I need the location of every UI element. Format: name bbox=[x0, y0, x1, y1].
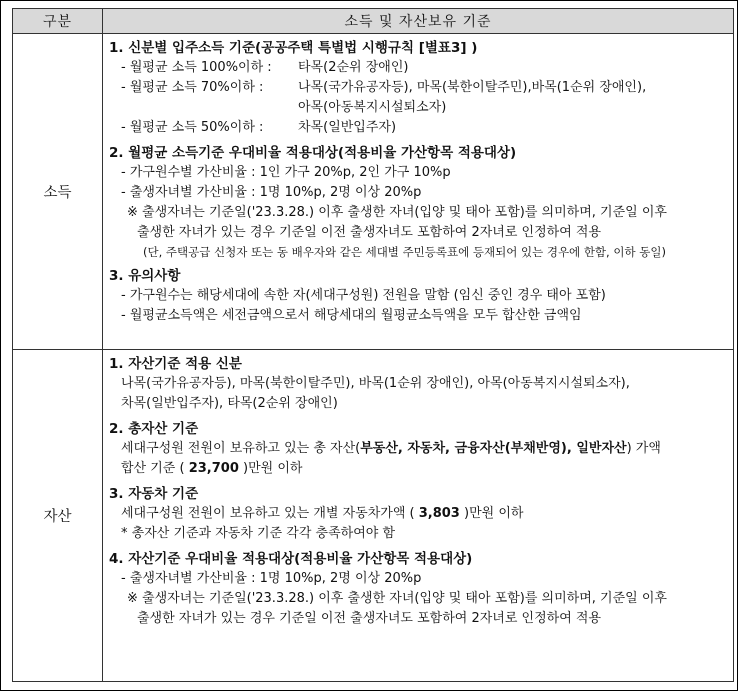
header-row bbox=[13, 9, 734, 34]
rule-label: - 월평균 소득 50%이하 : bbox=[121, 120, 264, 135]
asset-s4-line-1: - 출생자녀별 가산비율 : 1명 10%p, 2명 이상 20%p bbox=[121, 571, 422, 586]
asset-section-1-title: 1. 자산기준 적용 신분 bbox=[109, 356, 242, 372]
asset-row bbox=[13, 350, 734, 682]
header-category: 구분 bbox=[13, 9, 103, 34]
asset-s3-line-2: * 총자산 기준과 자동차 기준 각각 충족하여야 함 bbox=[121, 526, 396, 541]
income-s2-note-2: 출생한 자녀가 있는 경우 기준일 이전 출생자녀도 포함하여 2자녀로 인정하여 적용 bbox=[137, 225, 602, 240]
rule-value: 아목(아동복지시설퇴소자) bbox=[298, 100, 447, 115]
rule-label: - 월평균 소득 70%이하 : bbox=[121, 80, 264, 95]
rule-value: 나목(국가유공자등), 마목(북한이탈주민),바목(1순위 장애인), bbox=[298, 80, 647, 95]
asset-section-4-title: 4. 자산기준 우대비율 적용대상(적용비율 가산항목 적용대상) bbox=[109, 551, 473, 567]
asset-s4-note-1: ※ 출생자녀는 기준일('23.3.28.) 이후 출생한 자녀(입양 및 태아 포함)를 의미하며, 기준일 이후 bbox=[127, 591, 667, 606]
income-section-3-title: 3. 유의사항 bbox=[109, 268, 181, 284]
asset-section-3-title: 3. 자동차 기준 bbox=[109, 486, 199, 502]
rule-label: - 월평균 소득 100%이하 : bbox=[121, 60, 272, 75]
asset-s2-line-1: 세대구성원 전원이 보유하고 있는 총 자산(부동산, 자동차, 금융자산(부채반영), 일반자산) 가액 bbox=[121, 441, 661, 456]
asset-content bbox=[103, 350, 734, 682]
asset-s2-line-2: 합산 기준 ( 23,700 )만원 이하 bbox=[121, 461, 303, 476]
income-category: 소득 bbox=[13, 34, 103, 350]
income-rule-100 bbox=[109, 58, 727, 78]
income-s3-line-2: - 월평균소득액은 세전금액으로서 해당세대의 월평균소득액을 모두 합산한 금액임 bbox=[121, 308, 582, 323]
asset-category: 자산 bbox=[13, 350, 103, 682]
vehicle-limit: 3,803 bbox=[418, 506, 460, 521]
income-s2-line-2: - 출생자녀별 가산비율 : 1명 10%p, 2명 이상 20%p bbox=[121, 185, 422, 200]
asset-s3-line-1: 세대구성원 전원이 보유하고 있는 개별 자동차가액 ( 3,803 )만원 이하 bbox=[121, 506, 524, 521]
income-section-2-title: 2. 월평균 소득기준 우대비율 적용대상(적용비율 가산항목 적용대상) bbox=[109, 145, 517, 161]
rule-value: 타목(2순위 장애인) bbox=[298, 60, 409, 75]
income-rule-50 bbox=[109, 118, 727, 138]
rule-value: 차목(일반입주자) bbox=[298, 120, 397, 135]
asset-types: 부동산, 자동차, 금융자산(부채반영), 일반자산 bbox=[360, 441, 627, 456]
income-s2-note-3: (단, 주택공급 신청자 또는 동 배우자와 같은 세대별 주민등록표에 등재되어 있는 경우에 한함, 이하 동일) bbox=[143, 245, 666, 259]
header-criteria: 소득 및 자산보유 기준 bbox=[103, 9, 734, 34]
income-s3-line-1: - 가구원수는 해당세대에 속한 자(세대구성원) 전원을 말함 (임신 중인 경우 태아 포함) bbox=[121, 288, 606, 303]
total-asset-limit: 23,700 bbox=[188, 461, 239, 476]
asset-s1-line-1: 나목(국가유공자등), 마목(북한이탈주민), 바목(1순위 장애인), 아목(아동복지시설퇴소자), bbox=[121, 376, 630, 391]
criteria-table bbox=[12, 8, 734, 682]
asset-s4-note-2: 출생한 자녀가 있는 경우 기준일 이전 출생자녀도 포함하여 2자녀로 인정하여 적용 bbox=[137, 611, 602, 626]
income-content bbox=[103, 34, 734, 350]
income-rule-70 bbox=[109, 78, 727, 98]
income-s2-note-1: ※ 출생자녀는 기준일('23.3.28.) 이후 출생한 자녀(입양 및 태아 포함)를 의미하며, 기준일 이후 bbox=[127, 205, 667, 220]
asset-s1-line-2: 차목(일반입주자), 타목(2순위 장애인) bbox=[121, 396, 338, 411]
income-section-1-title: 1. 신분별 입주소득 기준(공공주택 특별법 시행규칙 [별표3] ) bbox=[109, 40, 478, 56]
income-s2-line-1: - 가구원수별 가산비율 : 1인 가구 20%p, 2인 가구 10%p bbox=[121, 165, 451, 180]
asset-section-2-title: 2. 총자산 기준 bbox=[109, 421, 199, 437]
income-row bbox=[13, 34, 734, 350]
income-rule-70-cont bbox=[109, 98, 727, 118]
